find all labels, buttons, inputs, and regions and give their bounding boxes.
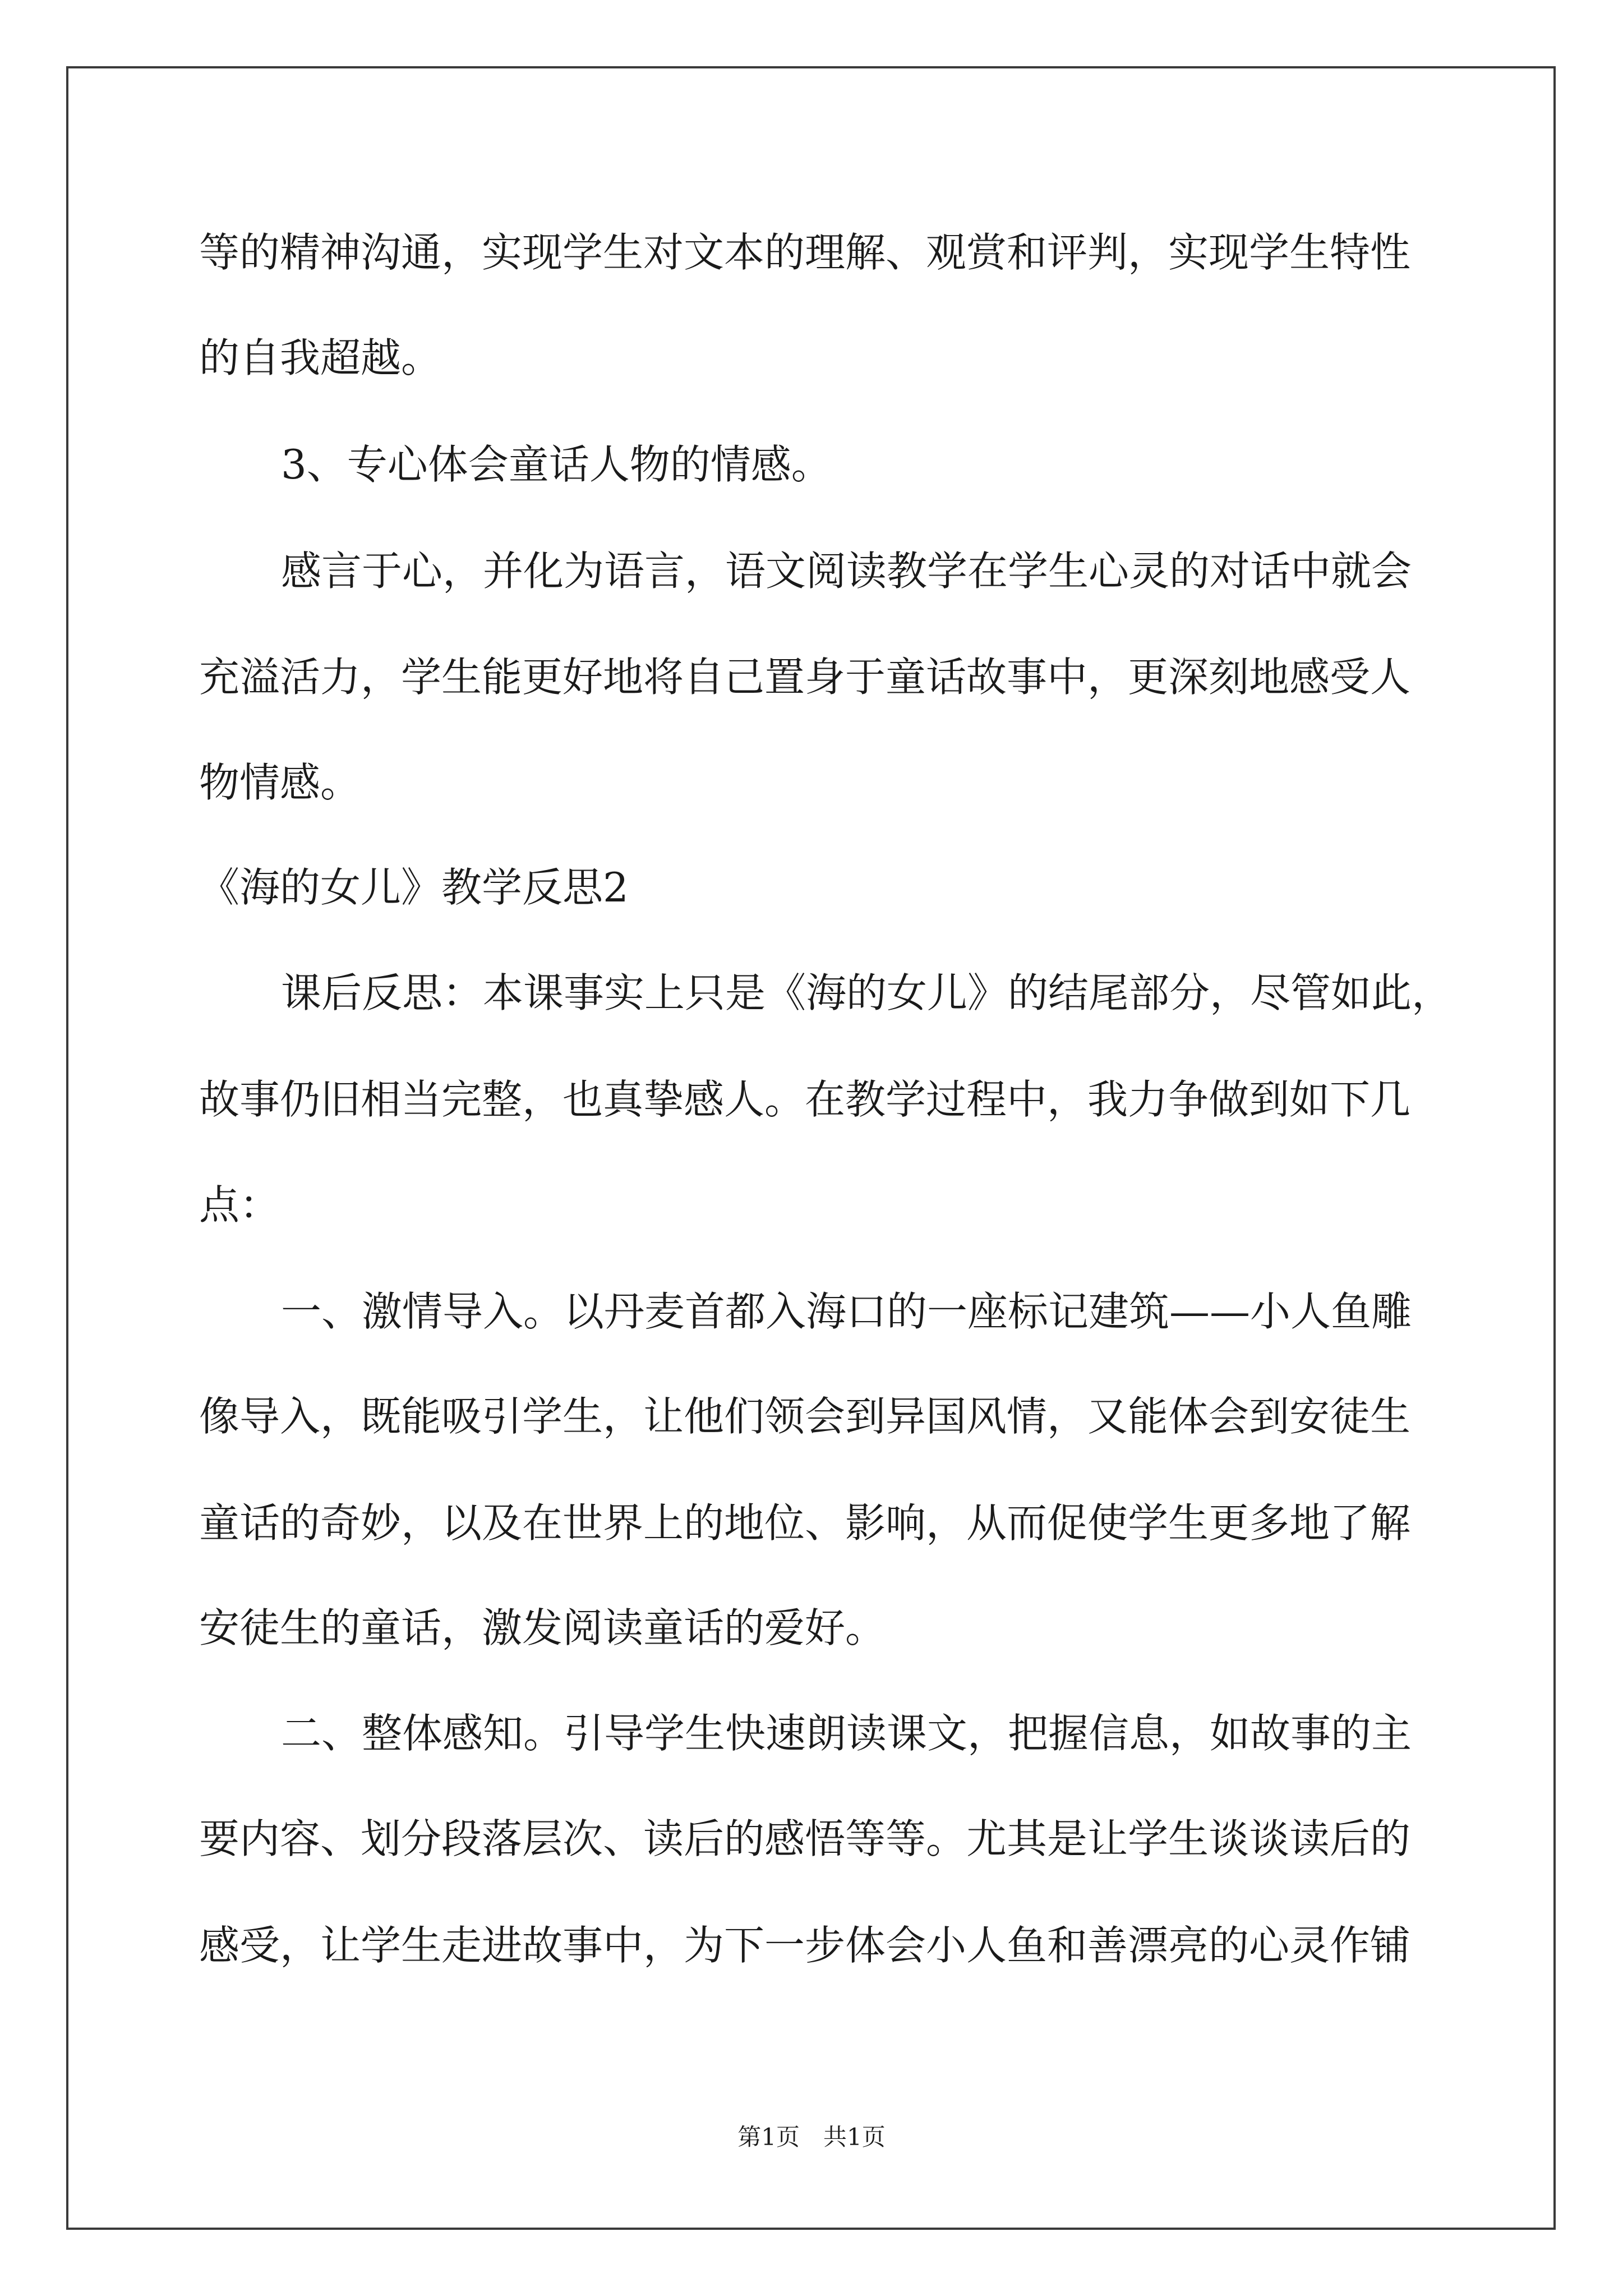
text-line: 等的精神沟通，实现学生对文本的理解、观赏和评判，实现学生特性 bbox=[199, 229, 1411, 276]
text-line: 点： bbox=[199, 1181, 280, 1228]
text-line: 物情感。 bbox=[199, 759, 361, 806]
text-line: 故事仍旧相当完整，也真挚感人。在教学过程中，我力争做到如下几 bbox=[199, 1076, 1411, 1123]
text-line: 一、激情导入。以丹麦首都入海口的一座标记建筑——小人鱼雕 bbox=[281, 1288, 1412, 1335]
text-line: 像导入，既能吸引学生，让他们领会到异国风情，又能体会到安徒生 bbox=[199, 1393, 1411, 1440]
page-number-footer: 第1页 共1页 bbox=[737, 2123, 886, 2151]
section-heading: 《海的女儿》教学反思2 bbox=[199, 864, 629, 911]
text-line: 充溢活力，学生能更好地将自己置身于童话故事中，更深刻地感受人 bbox=[199, 654, 1411, 701]
text-line: 二、整体感知。引导学生快速朗读课文，把握信息，如故事的主 bbox=[281, 1710, 1412, 1757]
text-line: 课后反思：本课事实上只是《海的女儿》的结尾部分，尽管如此， bbox=[281, 969, 1453, 1016]
text-line: 3、专心体会童话人物的情感。 bbox=[281, 441, 832, 488]
text-line: 的自我超越。 bbox=[199, 334, 442, 381]
text-line: 安徒生的童话，激发阅读童话的爱好。 bbox=[199, 1604, 886, 1651]
text-line: 感言于心，并化为语言，语文阅读教学在学生心灵的对话中就会 bbox=[281, 547, 1412, 595]
text-line: 感受，让学生走进故事中，为下一步体会小人鱼和善漂亮的心灵作铺 bbox=[199, 1922, 1411, 1969]
text-line: 要内容、划分段落层次、读后的感悟等等。尤其是让学生谈谈读后的 bbox=[199, 1815, 1411, 1862]
text-line: 童话的奇妙，以及在世界上的地位、影响，从而促使学生更多地了解 bbox=[199, 1499, 1411, 1547]
